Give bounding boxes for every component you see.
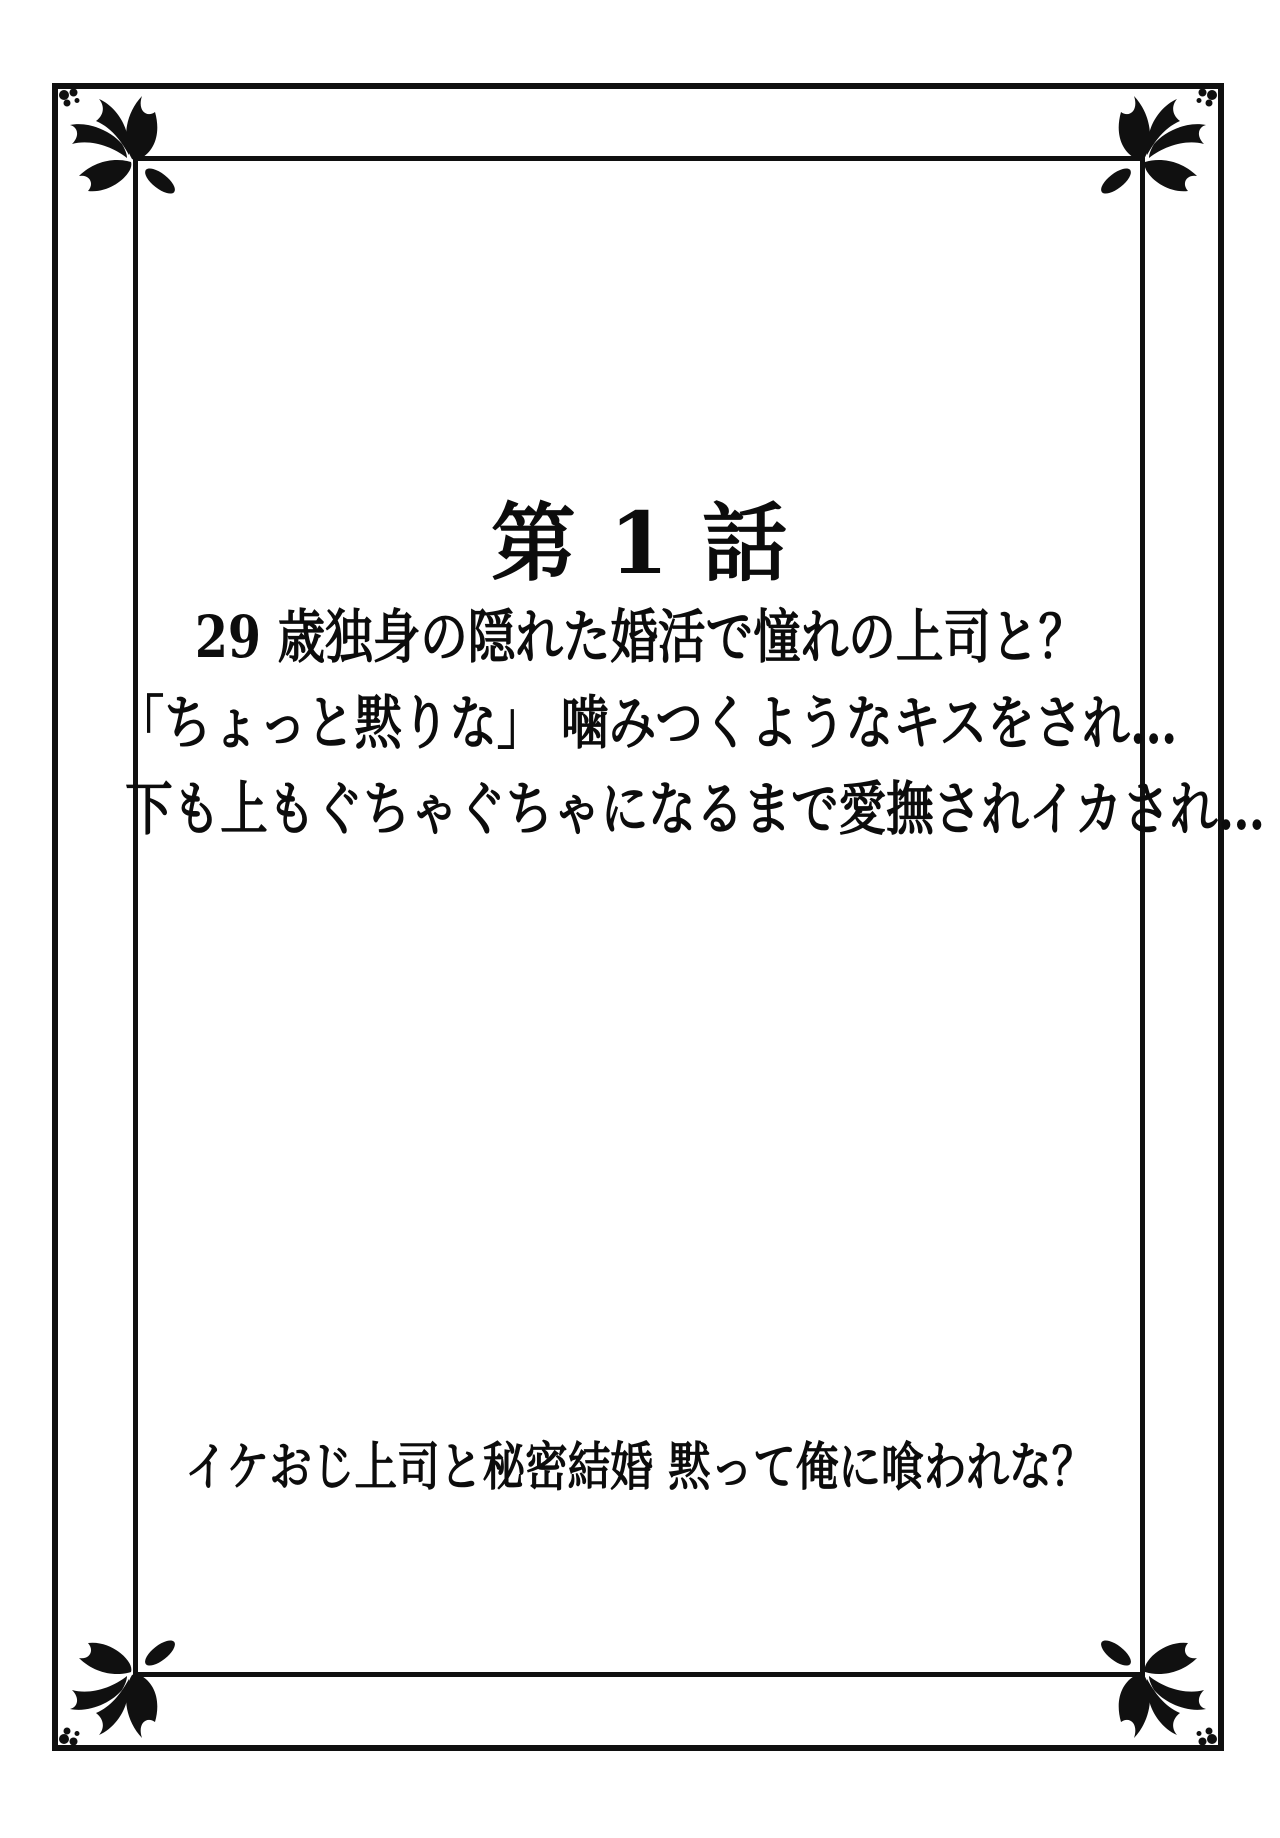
chapter-subtitle-block — [0, 594, 1280, 852]
floral-corner-ornament-icon — [1074, 1601, 1224, 1751]
floral-corner-ornament-icon — [52, 1601, 202, 1751]
series-title-tagline-text: イケおじ上司と秘密結婚 黙って俺に喰われな？ — [185, 1437, 1095, 1498]
chapter-subtitle-line-3-text: 下も上もぐちゃぐちゃになるまで愛撫されイカされ… — [125, 775, 1266, 843]
series-title-tagline — [0, 1432, 1280, 1504]
chapter-subtitle-line-2 — [0, 680, 1280, 766]
chapter-subtitle-line-2-text: 「ちょっと黙りな」 噛みつくようなキスをされ… — [116, 689, 1178, 757]
chapter-number-title: 第 1 話 — [490, 494, 790, 594]
chapter-subtitle-line-1-text: 29 歳独身の隠れた婚活で憧れの上司と？ — [194, 603, 1086, 671]
chapter-subtitle-line-3 — [0, 766, 1280, 852]
floral-corner-ornament-icon — [52, 83, 202, 233]
floral-corner-ornament-icon — [1074, 83, 1224, 233]
chapter-subtitle-line-1 — [0, 594, 1280, 680]
